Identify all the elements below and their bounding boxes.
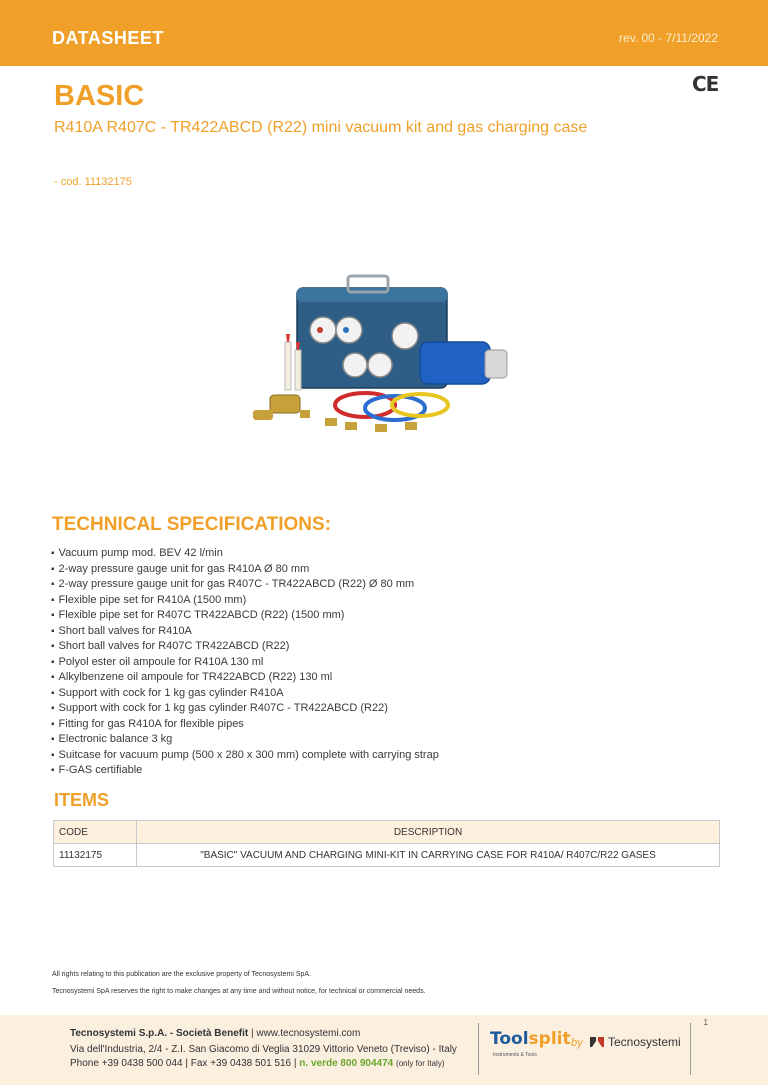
table-row (54, 844, 720, 867)
by-label: by (571, 1037, 583, 1049)
spec-item: ▪ 2-way pressure gauge unit for gas R410A Ø 80 mm (51, 562, 439, 578)
revision-label: rev. 00 - 7/11/2022 (619, 31, 718, 45)
legal-notice-changes: Tecnosystemi SpA reserves the right to make changes at any time and without notice, for technical or commercial needs. (52, 988, 426, 995)
product-subtitle: R410A R407C - TR422ABCD (R22) mini vacuum kit and gas charging case (54, 119, 588, 136)
cell-code: 11132175 (54, 844, 137, 867)
spec-item: ▪ Flexible pipe set for R407C TR422ABCD (R22) (1500 mm) (51, 608, 439, 624)
phone-fax: Phone +39 0438 500 044 | Fax +39 0438 501 516 | (70, 1058, 297, 1069)
tecnosystemi-wordmark: Tecnosystemi (608, 1035, 681, 1049)
spec-item: ▪ Alkylbenzene oil ampoule for TR422ABCD (R22) 130 ml (51, 670, 439, 686)
legal-notice-rights: All rights relating to this publication are the exclusive property of Tecnosystemi SpA. (52, 971, 311, 978)
spec-item: ▪ Short ball valves for R407C TR422ABCD (R22) (51, 639, 439, 655)
spec-item: ▪ Fitting for gas R410A for flexible pipes (51, 717, 439, 733)
datasheet-label: DATASHEET (52, 28, 164, 48)
footer-contacts (70, 1058, 445, 1069)
column-header-description: DESCRIPTION (137, 821, 720, 844)
items-table (53, 820, 720, 867)
company-name: Tecnosystemi S.p.A. - Società Benefit (70, 1028, 249, 1039)
toll-free-number: n. verde 800 904474 (299, 1058, 394, 1069)
spec-item: ▪ Suitcase for vacuum pump (500 x 280 x 300 mm) complete with carrying strap (51, 748, 439, 764)
table-header-row (54, 821, 720, 844)
tecnosystemi-mark-icon (590, 1037, 604, 1047)
toll-free-note: (only for Italy) (396, 1059, 445, 1068)
specifications-list (51, 546, 439, 779)
footer-address: Via dell'Industria, 2/4 - Z.I. San Giacomo di Veglia 31029 Vittorio Veneto (Treviso) - Italy (70, 1044, 457, 1055)
product-code: - cod. 11132175 (54, 176, 132, 188)
header-bar (0, 0, 768, 66)
toolsplit-tagline: Instruments & Tools (493, 1052, 537, 1058)
page-number: 1 (703, 1018, 708, 1027)
items-title: ITEMS (54, 790, 110, 810)
toolsplit-logo-part: Tool (490, 1029, 529, 1049)
footer-company-line (70, 1028, 360, 1039)
spec-item: ▪ Vacuum pump mod. BEV 42 l/min (51, 546, 439, 562)
spec-item: ▪ F-GAS certifiable (51, 763, 439, 779)
spec-item: ▪ Support with cock for 1 kg gas cylinder R410A (51, 686, 439, 702)
spec-item: ▪ Electronic balance 3 kg (51, 732, 439, 748)
footer (0, 1015, 768, 1085)
spec-item: ▪ Short ball valves for R410A (51, 624, 439, 640)
spec-item: ▪ Polyol ester oil ampoule for R410A 130 ml (51, 655, 439, 671)
spec-item: ▪ 2-way pressure gauge unit for gas R407C - TR422ABCD (R22) Ø 80 mm (51, 577, 439, 593)
product-image (245, 270, 525, 445)
toolsplit-logo (490, 1029, 571, 1049)
product-title: BASIC (54, 80, 145, 112)
column-header-code: CODE (54, 821, 137, 844)
spec-item: ▪ Flexible pipe set for R410A (1500 mm) (51, 593, 439, 609)
technical-specifications-title: TECHNICAL SPECIFICATIONS: (52, 514, 332, 535)
toolsplit-logo-part: split (528, 1029, 571, 1049)
website-link[interactable]: www.tecnosystemi.com (256, 1028, 361, 1039)
footer-divider (478, 1023, 479, 1075)
footer-divider (690, 1023, 691, 1075)
spec-item: ▪ Support with cock for 1 kg gas cylinder R407C - TR422ABCD (R22) (51, 701, 439, 717)
ce-mark: CE (692, 72, 719, 96)
tecnosystemi-logo (590, 1035, 681, 1049)
cell-description: "BASIC" VACUUM AND CHARGING MINI-KIT IN CARRYING CASE FOR R410A/ R407C/R22 GASES (137, 844, 720, 867)
footer-separator: | (248, 1028, 257, 1039)
